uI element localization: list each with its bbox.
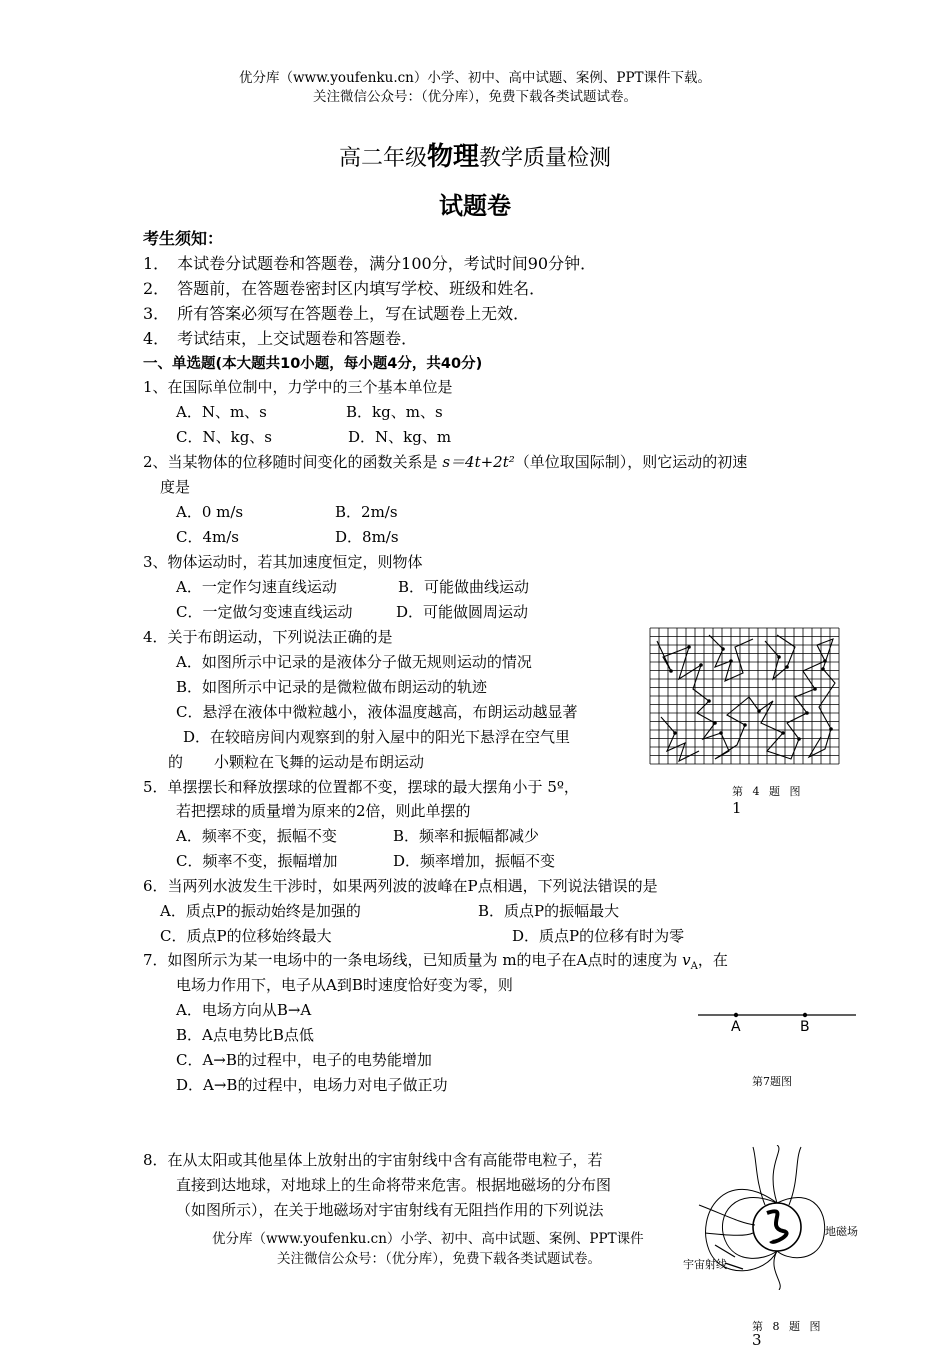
notice-item-4: 4． 考试结束，上交试题卷和答题卷． <box>143 329 418 348</box>
q1-option-b: B．kg、m、s <box>346 403 443 421</box>
q7-stem-cont: 电场力作用下，电子从A到B时速度恰好变为零，则 <box>176 976 513 994</box>
q5-stem: 5．单摆摆长和释放摆球的位置都不变，摆球的最大摆角小于 5º， <box>143 778 579 796</box>
q4-stem: 4．关于布朗运动，下列说法正确的是 <box>143 628 393 646</box>
q2-stem: 2、当某物体的位移随时间变化的函数关系是 s＝4t+2t²（单位取国际制），则它运动的初速 <box>143 453 748 471</box>
notice-item-2: 2． 答题前，在答题卷密封区内填写学校、班级和姓名． <box>143 279 546 298</box>
q1-option-c: C．N、kg、s <box>176 428 272 446</box>
q4-option-a: A．如图所示中记录的是液体分子做无规则运动的情况 <box>176 653 532 671</box>
q4-option-d-cont-a: 的 <box>168 753 184 771</box>
electric-field-line-figure <box>698 1010 858 1040</box>
cosmic-ray-label: 宇宙射线 <box>683 1258 727 1271</box>
q6-option-d: D．质点P的位移有时为零 <box>512 927 685 945</box>
q4-option-b: B．如图所示中记录的是微粒做布朗运动的轨迹 <box>176 678 488 696</box>
magnetic-field-label: 地磁场 <box>825 1225 858 1238</box>
q7-figure-caption: 第7题图 <box>752 1075 792 1088</box>
page-subtitle: 试题卷 <box>439 191 511 220</box>
q5-stem-cont: 若把摆球的质量增为原来的2倍，则此单摆的 <box>176 802 471 820</box>
q7-option-a: A．电场方向从B→A <box>176 1001 312 1019</box>
q8-stem-cont-1: 直接到达地球，对地球上的生命将带来危害。根据地磁场的分布图 <box>176 1176 612 1194</box>
q4-option-d-cont-b: 小颗粒在飞舞的运动是布朗运动 <box>214 753 425 771</box>
footer-line-1: 优分库（www.youfenku.cn）小学、初中、高中试题、案例、PPT课件 <box>212 1231 644 1247</box>
q1-option-d: D．N、kg、m <box>348 428 452 446</box>
q2-option-c: C．4m/s <box>176 528 239 546</box>
header-line-1: 优分库（www.youfenku.cn）小学、初中、高中试题、案例、PPT课件下载。 <box>238 70 712 86</box>
notice-heading: 考生须知： <box>143 229 224 248</box>
q5-option-b: B．频率和振幅都减少 <box>393 827 540 845</box>
field-point-a-label: A <box>731 1019 741 1035</box>
footer-line-2: 关注微信公众号：（优分库），免费下载各类试题试卷。 <box>277 1251 601 1267</box>
field-point-b-label: B <box>800 1019 810 1035</box>
q3-stem: 3、物体运动时，若其加速度恒定，则物体 <box>143 553 423 571</box>
q1-option-a: A．N、m、s <box>176 403 267 421</box>
notice-item-3: 3． 所有答案必须写在答题卷上，写在试题卷上无效． <box>143 304 530 323</box>
q2-option-b: B．2m/s <box>335 503 398 521</box>
q2-stem-cont: 度是 <box>160 478 191 496</box>
q6-option-b: B．质点P的振幅最大 <box>478 902 620 920</box>
brownian-motion-figure <box>649 627 843 767</box>
q7-stem: 7．如图所示为某一电场中的一条电场线，已知质量为 m的电子在A点时的速度为 $v_A$，在 <box>143 951 728 972</box>
q4-option-d: D．在较暗房间内观察到的射入屋中的阳光下悬浮在空气里 <box>183 728 571 746</box>
q3-option-b: B．可能做曲线运动 <box>398 578 530 596</box>
q8-figure-caption: 第 8 题 图 <box>752 1320 824 1333</box>
q7-option-b: B．A点电势比B点低 <box>176 1026 314 1044</box>
q1-stem: 1、在国际单位制中，力学中的三个基本单位是 <box>143 378 453 396</box>
q6-option-c: C．质点P的位移始终最大 <box>160 927 332 945</box>
notice-item-1: 1． 本试卷分试题卷和答题卷，满分100分，考试时间90分钟． <box>143 254 597 273</box>
q2-option-d: D．8m/s <box>335 528 399 546</box>
q3-option-c: C．一定做匀变速直线运动 <box>176 603 353 621</box>
q4-option-c: C．悬浮在液体中微粒越小，液体温度越高，布朗运动越显著 <box>176 703 578 721</box>
header-line-2: 关注微信公众号：（优分库），免费下载各类试题试卷。 <box>313 89 637 105</box>
q8-stem: 8．在从太阳或其他星体上放射出的宇宙射线中含有高能带电粒子，若 <box>143 1151 603 1169</box>
q3-option-a: A．一定作匀速直线运动 <box>176 578 337 596</box>
q4-figure-caption: 第 4 题 图 <box>732 785 804 798</box>
q6-option-a: A．质点P的振动始终是加强的 <box>160 902 361 920</box>
q8-figure-number: 3 <box>752 1331 762 1349</box>
q2-option-a: A．0 m/s <box>176 503 244 521</box>
section-heading: 一、单选题(本大题共10小题，每小题4分，共40分) <box>143 356 483 372</box>
q5-option-a: A．频率不变，振幅不变 <box>176 827 337 845</box>
q3-option-d: D．可能做圆周运动 <box>396 603 529 621</box>
q7-option-c: C．A→B的过程中，电子的电势能增加 <box>176 1051 432 1069</box>
q5-option-c: C．频率不变，振幅增加 <box>176 852 338 870</box>
q5-option-d: D．频率增加，振幅不变 <box>393 852 556 870</box>
q4-figure-number: 1 <box>732 799 742 817</box>
q8-stem-cont-2: （如图所示），在关于地磁场对宇宙射线有无阻挡作用的下列说法 <box>176 1201 604 1219</box>
q7-option-d: D．A→B的过程中，电场力对电子做正功 <box>176 1076 448 1094</box>
q2-formula: s＝4t+2t² <box>442 453 515 471</box>
page-title: 高二年级物理教学质量检测 <box>338 142 612 172</box>
q6-stem: 6．当两列水波发生干涉时，如果两列波的波峰在P点相遇，下列说法错误的是 <box>143 877 658 895</box>
